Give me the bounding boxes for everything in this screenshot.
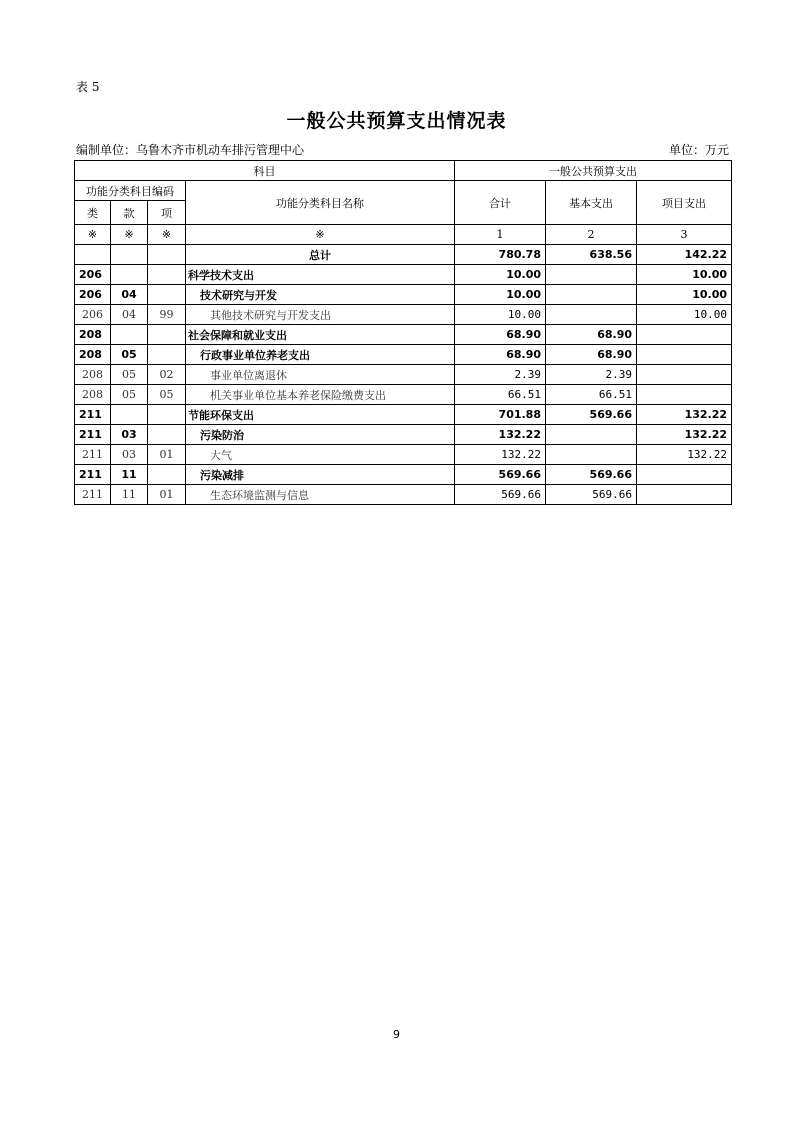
mark-cell: ※	[186, 225, 455, 245]
code-class: 211	[75, 485, 111, 505]
amount-project: 10.00	[637, 305, 732, 325]
subject-name: 节能环保支出	[186, 405, 455, 425]
subject-name: 污染防治	[186, 425, 455, 445]
total-project: 142.22	[637, 245, 732, 265]
amount-total: 132.22	[455, 425, 546, 445]
amount-basic: 66.51	[546, 385, 637, 405]
total-label: 总计	[186, 245, 455, 265]
table-row	[75, 405, 732, 425]
mark-cell: ※	[111, 225, 148, 245]
subject-name: 事业单位离退休	[186, 365, 455, 385]
amount-basic	[546, 265, 637, 285]
header-general-budget: 一般公共预算支出	[455, 161, 732, 181]
amount-total: 10.00	[455, 305, 546, 325]
code-section: 04	[111, 285, 148, 305]
mark-cell: ※	[148, 225, 186, 245]
code-section: 05	[111, 385, 148, 405]
currency-unit: 单位：万元	[668, 143, 729, 157]
code-class: 208	[75, 325, 111, 345]
subject-name: 污染减排	[186, 465, 455, 485]
mark-cell: ※	[75, 225, 111, 245]
header-row-1	[75, 161, 732, 181]
compiling-unit: 编制单位：乌鲁木齐市机动车排污管理中心	[76, 143, 305, 157]
table-row	[75, 485, 732, 505]
code-item: 02	[148, 365, 186, 385]
code-class: 211	[75, 465, 111, 485]
code-class: 211	[75, 405, 111, 425]
code-item	[148, 425, 186, 445]
header-basic: 基本支出	[546, 181, 637, 225]
code-class: 211	[75, 445, 111, 465]
subject-name: 行政事业单位养老支出	[186, 345, 455, 365]
header-project: 项目支出	[637, 181, 732, 225]
page-number: 9	[393, 1028, 400, 1041]
subject-name: 社会保障和就业支出	[186, 325, 455, 345]
header-class: 类	[75, 201, 111, 225]
total-basic: 638.56	[546, 245, 637, 265]
page-title: 一般公共预算支出情况表	[286, 110, 507, 132]
subject-name: 科学技术支出	[186, 265, 455, 285]
code-item: 05	[148, 385, 186, 405]
subject-name: 大气	[186, 445, 455, 465]
table-number: 表 5	[76, 80, 100, 94]
amount-basic: 68.90	[546, 325, 637, 345]
total-row	[75, 245, 732, 265]
amount-basic: 68.90	[546, 345, 637, 365]
amount-total: 569.66	[455, 465, 546, 485]
amount-basic	[546, 445, 637, 465]
subject-name: 其他技术研究与开发支出	[186, 305, 455, 325]
amount-basic	[546, 305, 637, 325]
amount-project: 10.00	[637, 265, 732, 285]
code-item	[148, 285, 186, 305]
amount-basic: 569.66	[546, 405, 637, 425]
amount-total: 10.00	[455, 265, 546, 285]
subject-name: 生态环境监测与信息	[186, 485, 455, 505]
amount-project	[637, 325, 732, 345]
code-item	[148, 405, 186, 425]
amount-total: 132.22	[455, 445, 546, 465]
amount-total: 2.39	[455, 365, 546, 385]
table-row	[75, 305, 732, 325]
amount-total: 10.00	[455, 285, 546, 305]
table-row	[75, 385, 732, 405]
amount-project: 10.00	[637, 285, 732, 305]
amount-basic: 569.66	[546, 485, 637, 505]
subject-name: 机关事业单位基本养老保险缴费支出	[186, 385, 455, 405]
table-row	[75, 425, 732, 445]
code-item	[148, 345, 186, 365]
amount-project	[637, 365, 732, 385]
table-row	[75, 285, 732, 305]
code-section: 11	[111, 485, 148, 505]
code-section	[111, 265, 148, 285]
code-class: 211	[75, 425, 111, 445]
subject-name: 技术研究与开发	[186, 285, 455, 305]
code-section: 03	[111, 445, 148, 465]
amount-basic	[546, 425, 637, 445]
col-index-2: 2	[546, 225, 637, 245]
amount-project	[637, 485, 732, 505]
header-code-group: 功能分类科目编码	[75, 181, 186, 201]
amount-basic	[546, 285, 637, 305]
header-name: 功能分类科目名称	[186, 181, 455, 225]
code-item: 99	[148, 305, 186, 325]
amount-total: 68.90	[455, 345, 546, 365]
code-class: 208	[75, 345, 111, 365]
table-row	[75, 465, 732, 485]
table-row	[75, 345, 732, 365]
amount-project	[637, 465, 732, 485]
code-section: 11	[111, 465, 148, 485]
code-section	[111, 325, 148, 345]
table-row	[75, 265, 732, 285]
code-item	[148, 325, 186, 345]
code-class: 206	[75, 265, 111, 285]
code-section: 05	[111, 345, 148, 365]
header-row-2	[75, 181, 732, 201]
table-row	[75, 325, 732, 345]
total-sum: 780.78	[455, 245, 546, 265]
code-section: 05	[111, 365, 148, 385]
header-item: 项	[148, 201, 186, 225]
header-total: 合计	[455, 181, 546, 225]
table-row	[75, 365, 732, 385]
amount-project	[637, 385, 732, 405]
amount-total: 569.66	[455, 485, 546, 505]
code-section: 03	[111, 425, 148, 445]
amount-total: 66.51	[455, 385, 546, 405]
table-row	[75, 445, 732, 465]
code-section	[111, 405, 148, 425]
header-subject: 科目	[75, 161, 455, 181]
code-section: 04	[111, 305, 148, 325]
amount-project: 132.22	[637, 425, 732, 445]
code-item	[148, 465, 186, 485]
amount-project	[637, 345, 732, 365]
col-index-1: 1	[455, 225, 546, 245]
amount-total: 701.88	[455, 405, 546, 425]
amount-basic: 569.66	[546, 465, 637, 485]
amount-total: 68.90	[455, 325, 546, 345]
code-class: 206	[75, 305, 111, 325]
meta-row	[76, 141, 729, 157]
code-item	[148, 265, 186, 285]
header-section: 款	[111, 201, 148, 225]
code-class: 208	[75, 365, 111, 385]
amount-project: 132.22	[637, 405, 732, 425]
amount-basic: 2.39	[546, 365, 637, 385]
code-item: 01	[148, 485, 186, 505]
code-item: 01	[148, 445, 186, 465]
code-class: 206	[75, 285, 111, 305]
budget-table	[74, 160, 732, 505]
amount-project: 132.22	[637, 445, 732, 465]
header-row-4	[75, 225, 732, 245]
code-class: 208	[75, 385, 111, 405]
col-index-3: 3	[637, 225, 732, 245]
